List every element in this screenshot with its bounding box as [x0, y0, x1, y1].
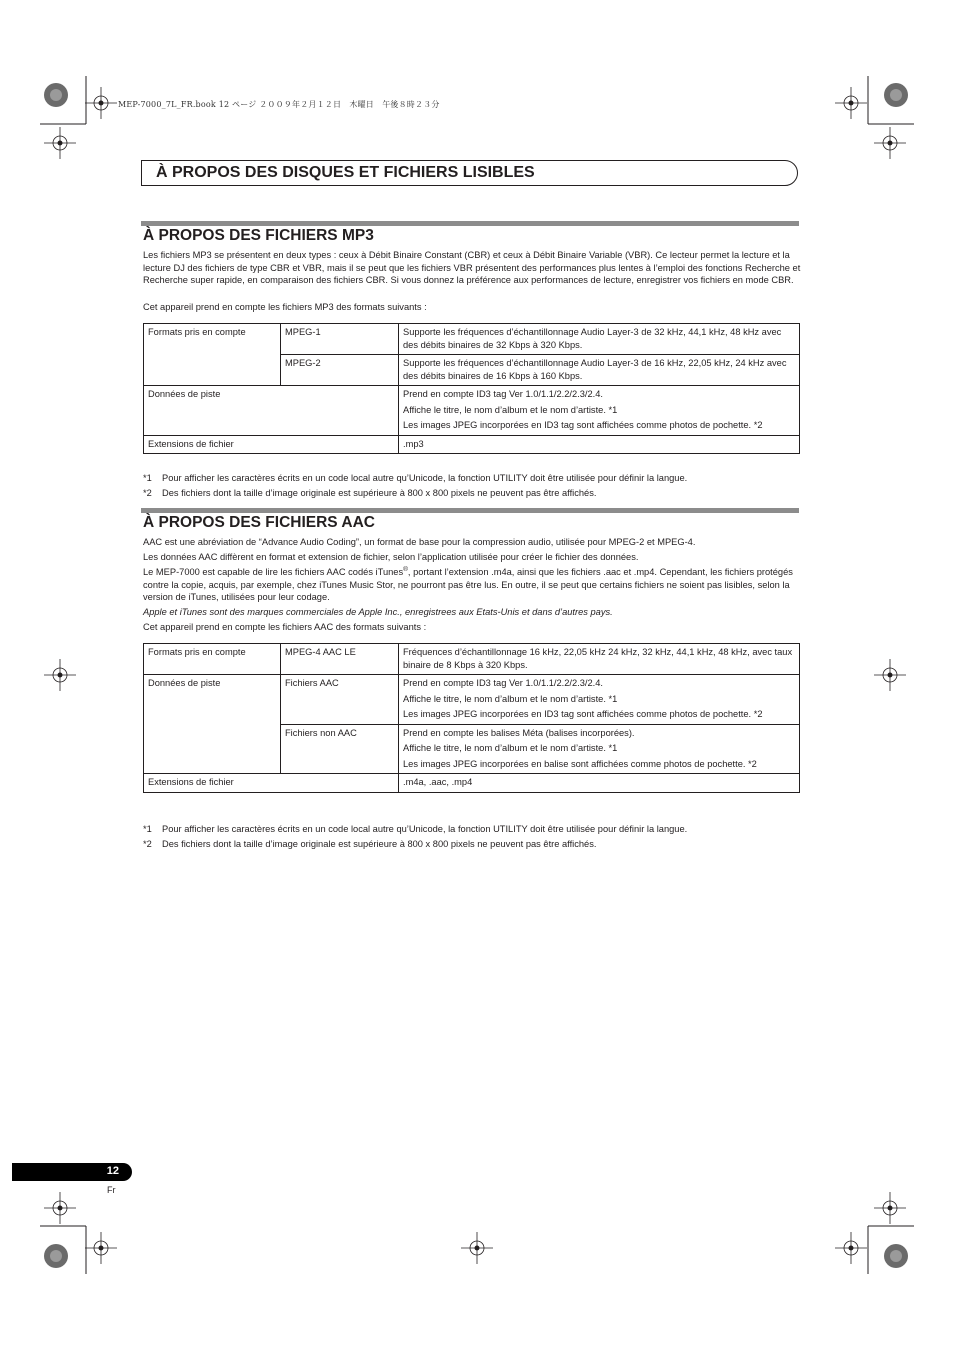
footnote-mark: *1 — [143, 473, 152, 483]
aac-section-heading: À PROPOS DES FICHIERS AAC — [143, 514, 375, 531]
chapter-header — [141, 160, 798, 186]
mpeg1-label-cell: MPEG-1 — [281, 324, 399, 355]
footnote-text: Pour afficher les caractères écrits en un code local autre qu’Unicode, la fonction UTILITY doit être utilisée pour définir la langue. — [162, 824, 688, 834]
footnote-mark: *2 — [143, 488, 152, 498]
formats-label-cell: Formats pris en compte — [144, 324, 281, 386]
page-number: 12 — [106, 1165, 119, 1177]
footnote-text: Des fichiers dont la taille d’image originale est supérieure à 800 x 800 pixels ne peuvent pas être affichés. — [162, 488, 597, 498]
trademark-notice: Apple et iTunes sont des marques commerciales de Apple Inc., enregistrees aux Etats-Unis et dans d’autres pays. — [143, 607, 613, 617]
extension-value-cell: .m4a, .aac, .mp4 — [399, 774, 800, 793]
mpeg4-description-cell: Fréquences d’échantillonnage 16 kHz, 22,05 kHz 24 kHz, 32 kHz, 44,1 kHz, 48 kHz, avec taux binaire de 8 Kbps à 320 Kbps. — [399, 644, 800, 675]
extension-value-cell: .mp3 — [399, 435, 800, 454]
table-row — [144, 386, 800, 436]
table-row — [144, 324, 800, 355]
footnote — [143, 838, 801, 850]
mp3-intro-paragraph: Les fichiers MP3 se présentent en deux types : ceux à Débit Binaire Constant (CBR) et ceux à Débit Binaire Variable (VBR). Ce lecteur permet la lecture et la lecture DJ des fichiers de type CBR et VBR, mais il se peut que les fichiers VBR présentent des performances plus lentes à l’emploi des fonctions Recherche et Recherche super rapide, en comparaison des fichiers CBR. Si vous donnez la préférence aux performances de lecture, enregistrer vos fichiers en mode CBR. — [143, 250, 801, 285]
mp3-section-heading: À PROPOS DES FICHIERS MP3 — [143, 227, 374, 244]
track-data-line: Prend en compte ID3 tag Ver 1.0/1.1/2.2/2.3/2.4. — [403, 389, 604, 399]
print-job-header: MEP-7000_7L_FR.book 12 ページ ２００９年２月１２日 木曜日 午後８時２３分 — [118, 100, 440, 109]
aac-paragraph: Les données AAC diffèrent en format et extension de fichier, selon l’application utilisée pour créer le fichier des données. — [143, 552, 639, 562]
table-row — [144, 644, 800, 675]
track-data-line: Les images JPEG incorporées en ID3 tag sont affichées comme photos de pochette. *2 — [403, 709, 763, 719]
track-data-line: Les images JPEG incorporées en balise sont affichées comme photos de pochette. *2 — [403, 758, 757, 769]
registered-mark: ® — [403, 565, 408, 573]
aac-support-line: Cet appareil prend en compte les fichiers AAC des formats suivants : — [143, 622, 427, 632]
section-rule — [141, 221, 799, 226]
non-aac-files-label-cell: Fichiers non AAC — [281, 724, 399, 774]
footnote-mark: *2 — [143, 839, 152, 849]
mpeg2-label-cell: MPEG-2 — [281, 355, 399, 386]
track-data-line: Les images JPEG incorporées en ID3 tag sont affichées comme photos de pochette. *2 — [403, 420, 763, 430]
table-row — [144, 675, 800, 725]
footnote-text: Des fichiers dont la taille d’image originale est supérieure à 800 x 800 pixels ne peuvent pas être affichés. — [162, 839, 597, 849]
mp3-support-line: Cet appareil prend en compte les fichiers MP3 des formats suivants : — [143, 302, 427, 312]
track-data-line: Affiche le titre, le nom d’album et le nom d’artiste. *1 — [403, 743, 618, 753]
chapter-title: À PROPOS DES DISQUES ET FICHIERS LISIBLES — [156, 164, 535, 181]
aac-itunes-text: Le MEP-7000 est capable de lire les fichiers AAC codés iTunes — [143, 567, 404, 577]
track-data-line: Prend en compte les balises Méta (balises incorporées). — [403, 727, 635, 738]
footnote — [143, 823, 801, 835]
mpeg4-label-cell: MPEG-4 AAC LE — [281, 644, 399, 675]
mpeg1-description-cell: Supporte les fréquences d’échantillonnage Audio Layer-3 de 32 kHz, 44,1 kHz, 48 kHz avec des débits binaires de 32 Kbps à 320 Kbps. — [399, 324, 800, 355]
table-row — [144, 435, 800, 454]
aac-itunes-text: , portant l’extension .m4a, ainsi que les fichiers .aac et .mp4. Cependant, les fichiers protégés contre la copie, acquis, par exemple, chez iTunes Music Stor, ne pourront pas être lus. En outre, il se peut que certains fichiers ne soient pas lisibles, selon la version de iTunes, utilisées pour leur codage. — [143, 567, 793, 602]
non-aac-files-cell — [399, 724, 800, 774]
aac-files-label-cell: Fichiers AAC — [281, 675, 399, 725]
mpeg2-description-cell: Supporte les fréquences d’échantillonnage Audio Layer-3 de 16 kHz, 22,05 kHz, 24 kHz avec des débits binaires de 16 Kbps à 160 Kbps. — [399, 355, 800, 386]
track-data-label-cell: Données de piste — [144, 386, 399, 436]
aac-itunes-paragraph — [143, 566, 801, 604]
extension-label-cell: Extensions de fichier — [144, 774, 399, 793]
table-row — [144, 774, 800, 793]
footnote — [143, 487, 801, 499]
footnote-text: Pour afficher les caractères écrits en un code local autre qu’Unicode, la fonction UTILITY doit être utilisée pour définir la langue. — [162, 473, 688, 483]
footnote — [143, 472, 801, 484]
track-data-line: Prend en compte ID3 tag Ver 1.0/1.1/2.2/2.3/2.4. — [403, 678, 604, 688]
page-number-tab — [12, 1163, 132, 1181]
page-language: Fr — [107, 1185, 116, 1195]
formats-label-cell: Formats pris en compte — [144, 644, 281, 675]
footnote-mark: *1 — [143, 824, 152, 834]
mp3-formats-table — [143, 323, 800, 454]
track-data-cell — [399, 386, 800, 436]
aac-paragraph: AAC est une abréviation de “Advance Audio Coding”, un format de base pour la compression audio, utilisée pour MPEG-2 et MPEG-4. — [143, 537, 696, 547]
track-data-label-cell: Données de piste — [144, 675, 281, 774]
track-data-line: Affiche le titre, le nom d’album et le nom d’artiste. *1 — [403, 404, 618, 415]
aac-files-cell — [399, 675, 800, 725]
track-data-line: Affiche le titre, le nom d’album et le nom d’artiste. *1 — [403, 693, 618, 704]
section-rule — [141, 508, 799, 513]
aac-formats-table — [143, 643, 800, 793]
extension-label-cell: Extensions de fichier — [144, 435, 399, 454]
